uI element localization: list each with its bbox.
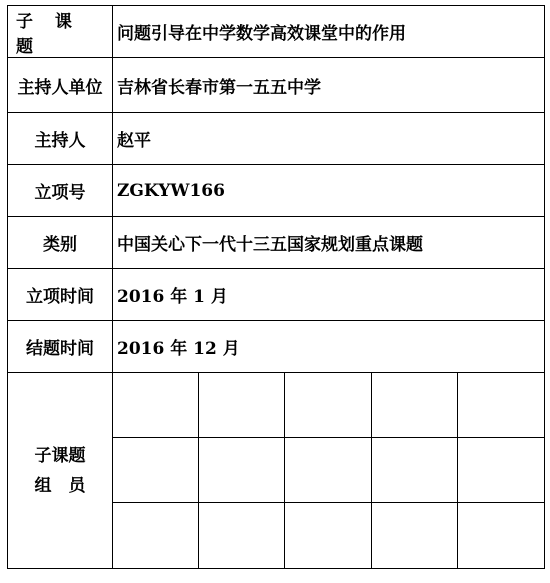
end-date-value: 2016 年 12 月 xyxy=(117,339,240,359)
member-cell xyxy=(458,503,544,568)
member-cell xyxy=(285,438,371,503)
table-row-project-number xyxy=(8,165,544,217)
host-value: 赵平 xyxy=(117,131,151,151)
start-date-label: 立项时间 xyxy=(8,269,113,320)
member-cell xyxy=(372,438,458,503)
members-label-line1: 子课题 xyxy=(34,445,86,466)
member-cell xyxy=(458,438,544,503)
member-cell xyxy=(372,373,458,438)
table-row-start-date xyxy=(8,269,544,321)
start-date-value: 2016 年 1 月 xyxy=(117,287,228,307)
member-cell xyxy=(199,373,285,438)
project-number-value: ZGKYW166 xyxy=(117,180,225,201)
table-row-end-date xyxy=(8,321,544,373)
subtopic-value: 问题引导在中学数学高效课堂中的作用 xyxy=(117,24,406,44)
end-date-label: 结题时间 xyxy=(8,321,113,372)
member-cell xyxy=(285,373,371,438)
project-number-label: 立项号 xyxy=(8,165,113,216)
table-row-host-unit xyxy=(8,58,544,113)
category-label: 类别 xyxy=(8,217,113,268)
project-info-table xyxy=(7,5,545,569)
member-cell xyxy=(372,503,458,568)
members-label-line2: 组 员 xyxy=(34,475,86,496)
category-value: 中国关心下一代十三五国家规划重点课题 xyxy=(117,235,423,255)
host-unit-value: 吉林省长春市第一五五中学 xyxy=(117,77,321,98)
member-cell xyxy=(113,373,199,438)
host-unit-label: 主持人单位 xyxy=(8,58,113,112)
member-cell xyxy=(199,438,285,503)
member-cell xyxy=(199,503,285,568)
member-cell xyxy=(285,503,371,568)
host-label: 主持人 xyxy=(8,113,113,164)
member-cell xyxy=(458,373,544,438)
table-row-members xyxy=(8,373,544,568)
table-row-subtopic xyxy=(8,6,544,58)
subtopic-label: 子 课 题 xyxy=(8,6,113,57)
members-grid xyxy=(113,373,544,568)
table-row-host xyxy=(8,113,544,165)
member-cell xyxy=(113,438,199,503)
members-label xyxy=(8,373,113,568)
table-row-category xyxy=(8,217,544,269)
member-cell xyxy=(113,503,199,568)
